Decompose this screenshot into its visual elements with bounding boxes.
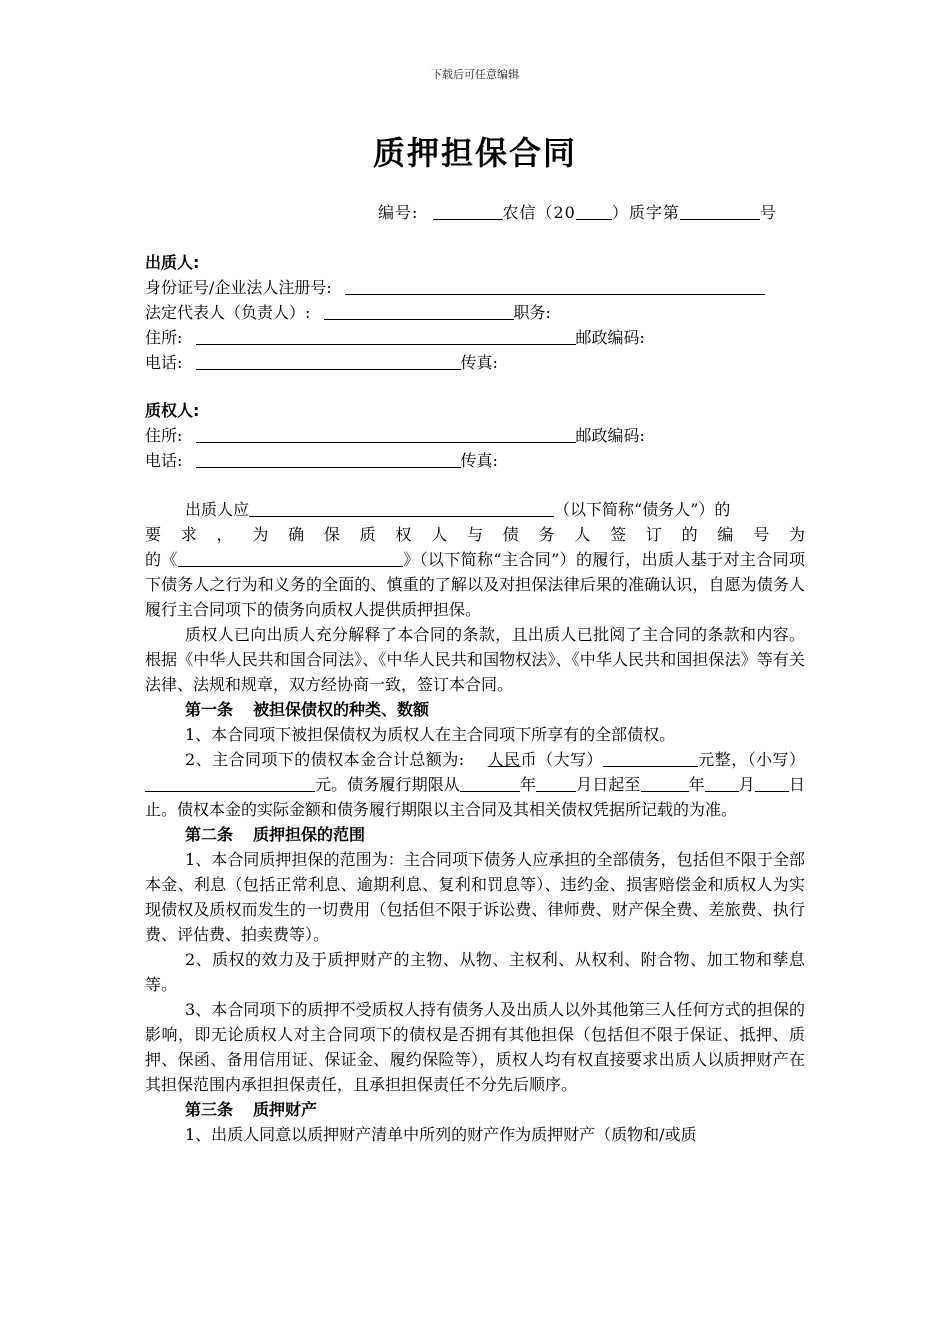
- main-contract-number-field[interactable]: [178, 550, 403, 567]
- pledgor-id-label: 身份证号/企业法人注册号:: [145, 278, 332, 297]
- preamble-text-b: （以下简称“债务人”）的: [554, 500, 731, 519]
- article-2-clause-3: 3、本合同项下的质押不受质权人持有债务人及出质人以外其他第三人任何方式的担保的影响，即无论质权人对主合同项下的债权是否拥有其他担保（包括但不限于保证、抵押、质押、保函、备用信用证、保证金、履约保险等），质权人均有权直接要求出质人以质押财产在其担保范围内承担担保责任，且承担担保责任不分先后顺序。: [145, 1000, 805, 1094]
- article-2-heading: [145, 822, 805, 847]
- pledgor-heading: 出质人:: [145, 253, 200, 272]
- pledgor-address-row: [145, 325, 805, 350]
- pledgee-postcode-label: 邮政编码:: [575, 426, 645, 445]
- page-title: 质押担保合同: [372, 134, 577, 172]
- end-month-label: 月: [738, 775, 755, 794]
- pledgee-section: [145, 398, 805, 473]
- header-note: 下载后可任意编辑: [431, 68, 519, 81]
- number-blank-year[interactable]: [576, 203, 612, 220]
- clause-2-text-d: 元。债务履行期限从: [315, 775, 460, 794]
- pledgor-phone-label: 电话:: [145, 353, 183, 372]
- preamble-line-1: [145, 497, 805, 522]
- start-month-label: 月: [576, 775, 593, 794]
- amount-capital-field[interactable]: [603, 750, 698, 767]
- article-3-title: 质押财产: [253, 1100, 318, 1119]
- amount-figures-field[interactable]: [145, 775, 315, 792]
- pledgor-id-field[interactable]: [345, 278, 765, 295]
- pledgor-address-field[interactable]: [196, 328, 576, 345]
- article-2-clause-1: 1、本合同质押担保的范围为：主合同项下债务人应承担的全部债务，包括但不限于全部本金、利息（包括正常利息、逾期利息、复利和罚息等）、违约金、损害赔偿金和质权人为实现债权及质权而发生的一切费用（包括但不限于诉讼费、律师费、财产保全费、差旅费、执行费、评估费、拍卖费等）。: [145, 850, 805, 944]
- pledgor-fax-label: 传真:: [460, 353, 498, 372]
- article-2-clause-2: 2、质权的效力及于质押财产的主物、从物、主权利、从权利、附合物、加工物和孳息等。: [145, 950, 805, 994]
- end-month-field[interactable]: [705, 775, 739, 792]
- pledgor-phone-row: [145, 350, 805, 375]
- article-1-clause-2: [145, 747, 805, 822]
- article-1-clause-1: 1、本合同项下被担保债权为质权人在主合同项下所享有的全部债权。: [185, 725, 676, 744]
- pledgor-rep-row: [145, 300, 805, 325]
- pledgor-rep-label: 法定代表人（负责人）:: [145, 303, 311, 322]
- contract-number-line: [378, 200, 777, 223]
- number-part-1: 农信（20: [502, 203, 576, 222]
- debtor-name-field[interactable]: [249, 500, 554, 517]
- contract-body: [145, 497, 805, 1147]
- article-1-heading: [145, 697, 805, 722]
- number-part-3: 号: [759, 203, 777, 222]
- pledgee-phone-label: 电话:: [145, 451, 183, 470]
- preamble-para-2: 质权人已向出质人充分解释了本合同的条款，且出质人已批阅了主合同的条款和内容。根据《中华人民共和国合同法》、《中华人民共和国物权法》、《中华人民共和国担保法》等有关法律、法规和规章，双方经协商一致，签订本合同。: [145, 625, 805, 694]
- number-part-2: ）质字第: [611, 203, 680, 222]
- pledgor-postcode-label: 邮政编码:: [575, 328, 645, 347]
- preamble-line-2: 要求，为确保质权人与债务人签订的编号为: [145, 525, 805, 544]
- preamble-text-a: 出质人应: [185, 500, 250, 519]
- preamble-text-c: 的《: [145, 550, 178, 569]
- pledgee-address-label: 住所:: [145, 426, 183, 445]
- pledgee-fax-label: 传真:: [460, 451, 498, 470]
- pledgor-phone-field[interactable]: [196, 353, 461, 370]
- end-day-field[interactable]: [755, 775, 789, 792]
- number-blank-1[interactable]: [433, 203, 503, 220]
- article-2-title: 质押担保的范围: [253, 825, 366, 844]
- start-month-field[interactable]: [536, 775, 576, 792]
- pledgor-address-label: 住所:: [145, 328, 183, 347]
- pledgee-address-row: [145, 423, 805, 448]
- article-2-number: 第二条: [185, 825, 234, 844]
- end-year-field[interactable]: [641, 775, 689, 792]
- article-1-number: 第一条: [185, 700, 234, 719]
- pledgor-section: [145, 250, 805, 375]
- clause-2-text-b: 币（大写）: [520, 750, 603, 769]
- pledgor-rep-field[interactable]: [324, 303, 514, 320]
- preamble-text-d: 》（以下简称“主合同”）的履行，出质人基于对主合同项下债务人之行为和义务的全面的、慎重的了解以及对担保法律后果的准确认识，自愿为债务人履行主合同项下的债务向质权人提供质押担保。: [145, 550, 805, 619]
- pledgor-position-label: 职务:: [513, 303, 551, 322]
- clause-2-text-a: 2、主合同项下的债权本金合计总额为:: [185, 750, 465, 769]
- start-year-label: 年: [519, 775, 537, 794]
- clause-2-text-e: 日起至: [592, 775, 641, 794]
- preamble-para-1-cont: [145, 547, 805, 622]
- article-3-clause-1: 1、出质人同意以质押财产清单中所列的财产作为质押财产（质物和/或质: [185, 1125, 697, 1144]
- article-3-heading: [145, 1097, 805, 1122]
- currency-field[interactable]: 人民: [487, 750, 521, 769]
- article-3-number: 第三条: [185, 1100, 234, 1119]
- end-year-label: 年: [688, 775, 705, 794]
- start-year-field[interactable]: [460, 775, 520, 792]
- pledgee-address-field[interactable]: [196, 426, 576, 443]
- pledgor-id-row: [145, 275, 805, 300]
- clause-2-text-f: 日止。债权本金的实际金额和债务履行期限以主合同及其相关债权凭据所记载的为准。: [145, 775, 805, 819]
- pledgee-heading: 质权人:: [145, 401, 200, 420]
- number-blank-2[interactable]: [680, 203, 760, 220]
- clause-2-text-c: 元整，（小写）: [697, 750, 805, 769]
- pledgee-phone-field[interactable]: [196, 451, 461, 468]
- number-label: 编号:: [378, 203, 419, 222]
- pledgee-phone-row: [145, 448, 805, 473]
- article-1-title: 被担保债权的种类、数额: [253, 700, 430, 719]
